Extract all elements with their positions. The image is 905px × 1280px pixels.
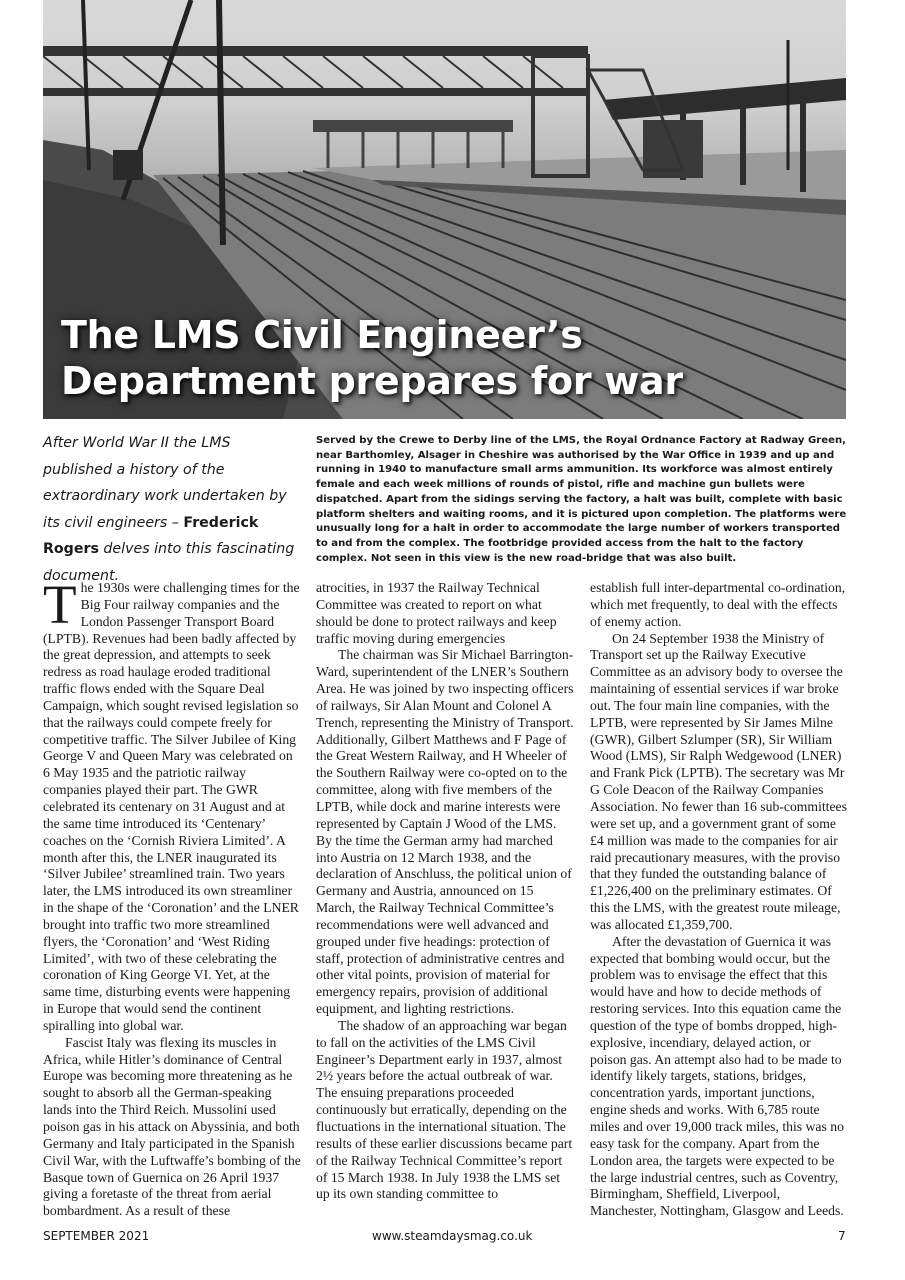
- paragraph: he 1930s were challenging times for the Big Four railway companies and the London Passenger Transport Board (LPTB). Revenues had been badly affected by the great depression, and attempts to seek redress as road haulage eroded traditional traffic flows ended with the Square Deal Campaign, which sought revised legislation so that the railways could compete freely for competitive traffic. The Silver Jubilee of King George V and Queen Mary was celebrated on 6 May 1935 and the patriotic railway companies played their part. The GWR celebrated its centenary on 31 August and at the same time introduced its ‘Centenary’ coaches on the ‘Cornish Riviera Limited’. A month after this, the LNER inaugurated its ‘Silver Jubilee’ streamlined train. Two years later, the LMS introduced its own streamliner in the shape of the ‘Coronation’ and the LNER brought into traffic two more streamlined flyers, the ‘Coronation’ and ‘West Riding Limited’, with two of these celebrating the coronation of King George VI. Yet, at the same time, disturbing events were happening in Europe that would send the continent spiralling into global war.: [43, 580, 300, 1033]
- body-column-2: [316, 580, 574, 1203]
- page-number: 7: [838, 1229, 846, 1243]
- footer-url: www.steamdaysmag.co.uk: [372, 1229, 533, 1243]
- photo-caption: Served by the Crewe to Derby line of the LMS, the Royal Ordnance Factory at Radway Green, near Barthomley, Alsager in Cheshire was authorised by the War Office in 1939 and up and running in 1940 to manufacture small arms ammunition. Its workforce was almost entirely female and each week millions of rounds of pistol, rifle and machine gun bullets were dispatched. Apart from the sidings serving the factory, a halt was built, complete with basic platform shelters and waiting rooms, and it is pictured upon completion. The platforms were unusually long for a halt in order to accommodate the large number of workers transported to and from the complex. The footbridge provided access from the halt to the factory complex. Not seen in this view is the new road-bridge that was also built.: [316, 435, 847, 564]
- standfirst-tail: delves into this fascinating document.: [43, 541, 295, 584]
- drop-cap: T: [43, 574, 77, 635]
- paragraph: The shadow of an approaching war began to fall on the activities of the LMS Civil Engineer’s Department early in 1937, almost 2½ years before the actual outbreak of war. The ensuing preparations proceeded continuously but erratically, depending on the fluctuations in the international situation. The results of these earlier discussions became part of the Railway Technical Committee’s report of 15 March 1938. In July 1938 the LMS set up its own standing committee to: [316, 1017, 573, 1202]
- paragraph: atrocities, in 1937 the Railway Technical Committee was created to report on what should be done to protect railways and keep traffic moving during emergencies: [316, 580, 557, 646]
- paragraph: establish full inter-departmental co-ordination, which met frequently, to deal with the effects of enemy action.: [590, 580, 846, 629]
- hero-photo: [43, 0, 846, 419]
- standfirst: [43, 430, 299, 589]
- standfirst-text: After World War II the LMS published a history of the extraordinary work undertaken by its civil engineers –: [43, 435, 287, 531]
- paragraph: Fascist Italy was flexing its muscles in Africa, while Hitler’s dominance of Central Europe was becoming more threatening as he sought to absorb all the German-speaking lands into the Third Reich. Mussolini used poison gas in his attack on Abyssinia, and both Germany and Italy participated in the Spanish Civil War, with the Luftwaffe’s bombing of the Basque town of Guernica on 26 April 1937 giving a foretaste of the threat from aerial bombardment. As a result of these: [43, 1034, 301, 1219]
- body-column-1: [43, 574, 301, 1220]
- paragraph: On 24 September 1938 the Ministry of Transport set up the Railway Executive Committee as an advisory body to oversee the maintaining of essential services if war broke out. The four main line companies, with the LPTB, were represented by Sir James Milne (GWR), Gilbert Szlumper (SR), Sir William Wood (LMS), Sir Ralph Wedgewood (LNER) and Frank Pick (LPTB). The secretary was Mr G Cole Deacon of the Railway Companies Association. No fewer than 16 sub-committees were set up, and a government grant of some £4 million was made to the companies for air raid precautionary measures, with the proviso that they funded the outstanding balance of £1,226,400 on the preliminary estimates. Of this the LMS, with the greatest route mileage, was allocated £1,359,700.: [590, 630, 847, 932]
- article-title: The LMS Civil Engineer’s Department prepares for war: [61, 313, 683, 403]
- body-column-3: [590, 580, 848, 1220]
- author-name: Frederick Rogers: [43, 514, 259, 557]
- footer-date: SEPTEMBER 2021: [43, 1229, 150, 1243]
- paragraph: After the devastation of Guernica it was expected that bombing would occur, but the problem was to envisage the effect that this would have and how to decide methods of restoring services. Into this equation came the question of the type of bombs dropped, high-explosive, incendiary, delayed action, or poison gas. An attempt also had to be made to identify likely targets, stations, bridges, concentration yards, important junctions, engine sheds and works. With 6,785 route miles and over 19,000 track miles, this was no easy task for the company. Apart from the London area, the targets were expected to be the large industrial centres, such as Coventry, Birmingham, Sheffield, Liverpool, Manchester, Nottingham, Glasgow and Leeds.: [590, 933, 844, 1219]
- paragraph: The chairman was Sir Michael Barrington-Ward, superintendent of the LNER’s Southern Area. He was joined by two inspecting officers of railways, Sir Alan Mount and Colonel A Trench, representing the Ministry of Transport. Additionally, Gilbert Matthews and F Page of the Great Western Railway, and H Wheeler of the Southern Railway were co-opted on to the committee, along with five members of the LPTB, while dock and marine interests were represented by Captain J Wood of the LMS. By the time the German army had marched into Austria on 12 March 1938, and the declaration of Anschluss, the political union of Germany and Austria, announced on 15 March, the Railway Technical Committee’s recommendations were well advanced and grouped under five headings: protection of staff, protection of administrative centres and other vital points, provision of material for emergency repairs, provision of additional equipment, and lighting restrictions.: [316, 647, 574, 1017]
